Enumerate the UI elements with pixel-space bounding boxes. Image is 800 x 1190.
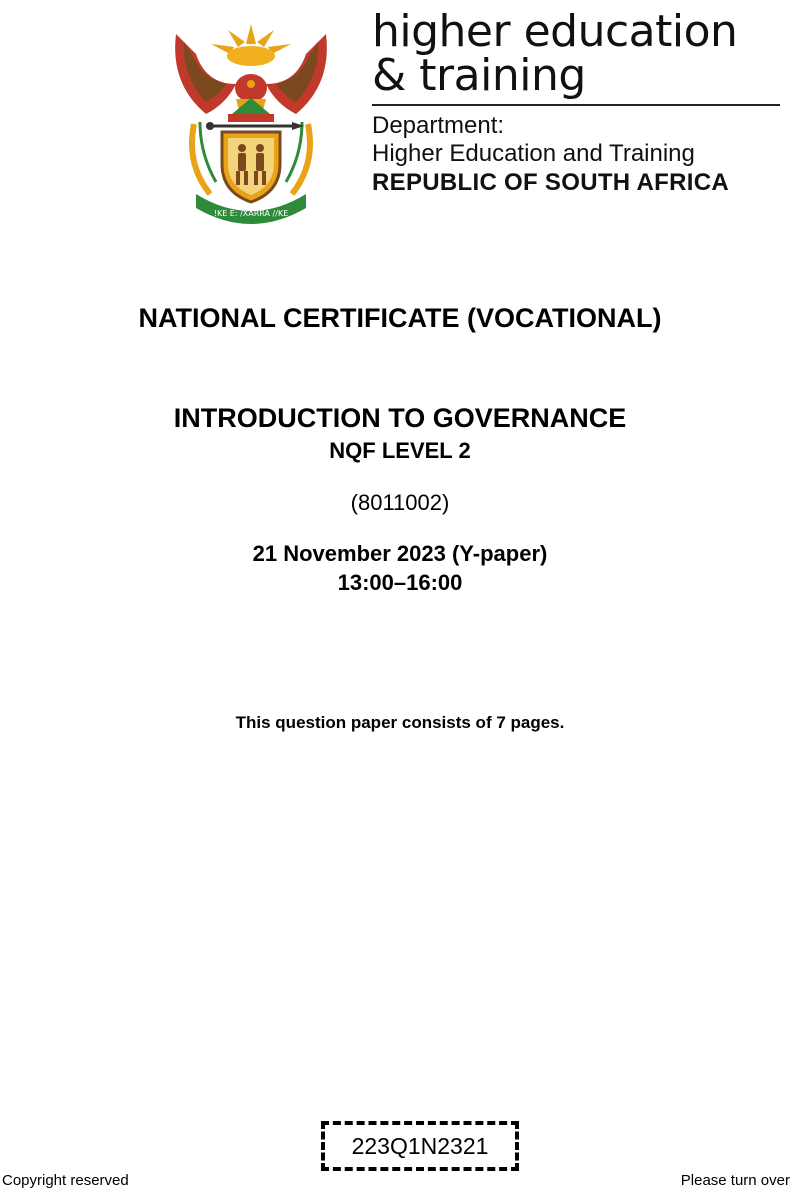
sun-icon (211, 24, 291, 66)
exam-time: 13:00–16:00 (337, 570, 463, 595)
motto-text: !KE E: /XARRA //KE (213, 209, 289, 218)
subject-title: INTRODUCTION TO GOVERNANCE (173, 403, 627, 433)
shield-icon (222, 132, 280, 202)
department-name: Higher Education and Training (372, 140, 695, 167)
protea-icon (228, 98, 274, 122)
brand-line-2: & training (372, 50, 586, 101)
brand-divider (372, 104, 780, 106)
coat-of-arms-logo (166, 14, 336, 224)
spear-icon (206, 122, 304, 130)
copyright-notice: Copyright reserved (2, 1172, 129, 1189)
subject-code: (8011002) (350, 490, 450, 515)
paper-code: 223Q1N2321 (321, 1121, 519, 1171)
department-label: Department: (372, 112, 505, 139)
exam-date: 21 November 2023 (Y-paper) (252, 541, 548, 566)
department-brand (372, 6, 782, 198)
country-name: REPUBLIC OF SOUTH AFRICA (372, 169, 729, 196)
certificate-title: NATIONAL CERTIFICATE (VOCATIONAL) (138, 303, 662, 333)
turn-over-notice: Please turn over (680, 1172, 790, 1189)
nqf-level: NQF LEVEL 2 (329, 438, 471, 463)
brand-line-1: higher education (372, 6, 738, 57)
pages-note: This question paper consists of 7 pages. (235, 713, 565, 732)
